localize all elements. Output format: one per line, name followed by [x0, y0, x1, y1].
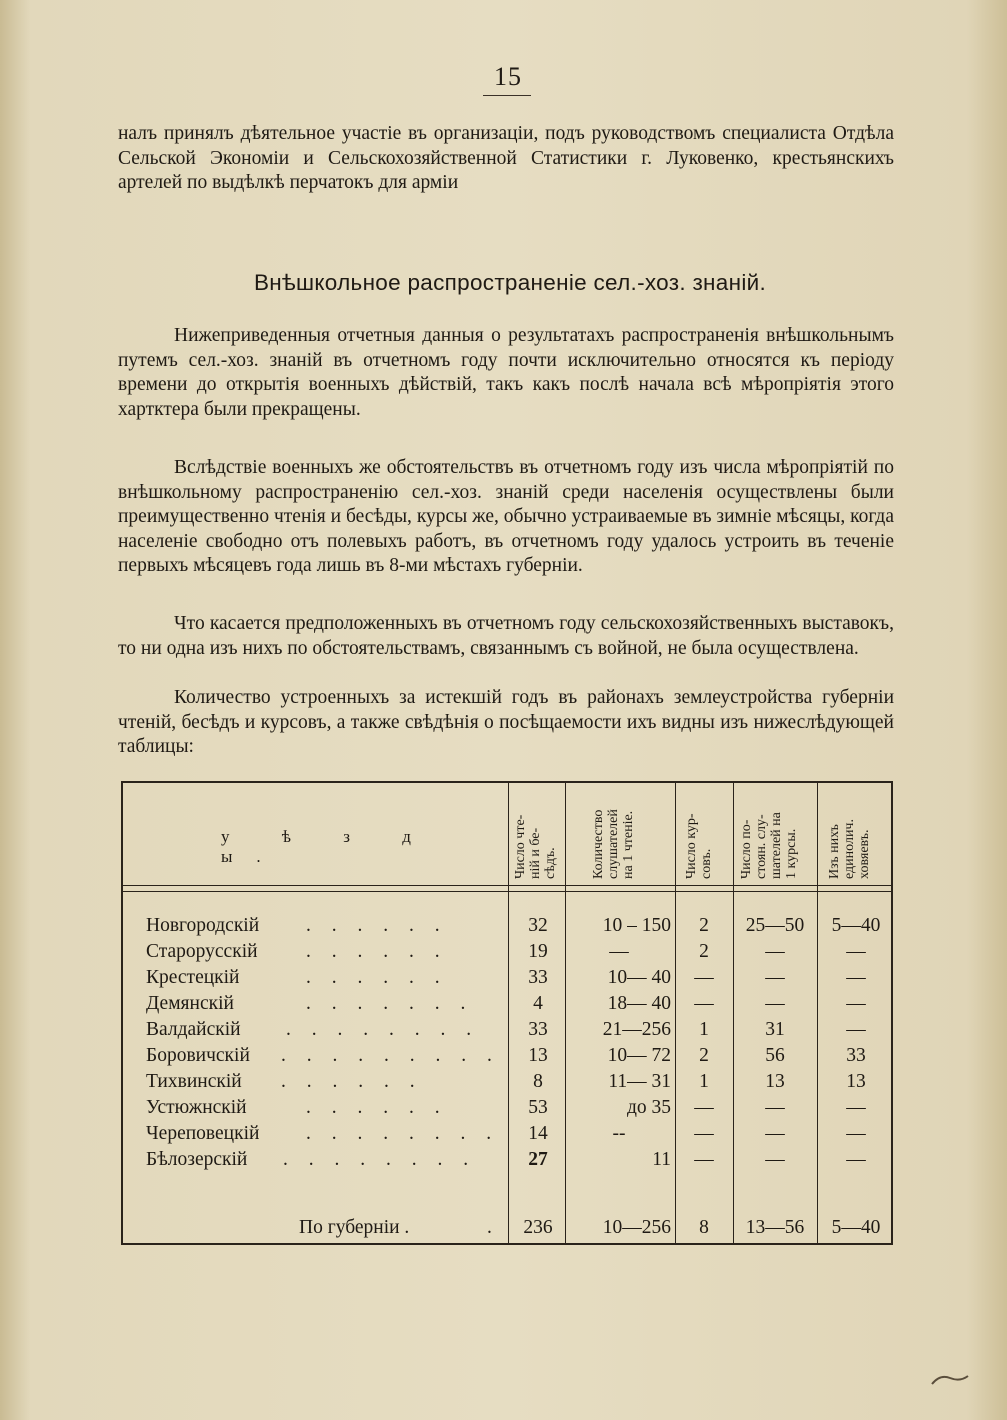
- row-uezd: Крестецкій: [146, 967, 240, 988]
- total-kursov: 8: [699, 1217, 709, 1238]
- row-uezd: Бѣлозерскій: [146, 1149, 248, 1170]
- row-uezd: Череповецкій: [146, 1123, 260, 1144]
- table-row: [121, 1123, 893, 1149]
- cell-slushateley: 11— 31: [608, 1071, 671, 1092]
- cell-postoyan: —: [765, 1123, 785, 1144]
- leader-dots: . . . . . . . .: [283, 1149, 477, 1170]
- cell-kursov: —: [694, 1149, 714, 1170]
- cell-kursov: —: [694, 1097, 714, 1118]
- table-total-row: [121, 1217, 893, 1243]
- paragraph-3: Вслѣдствіе военныхъ же обстоятельствъ въ отчетномъ году изъ числа мѣропріятій по внѣшкольному распространенію сел.-хоз. знаній среди населенія осуществлены были преимущественно чтенія и бесѣды, курсы же, обычно устраиваемые въ зимніе мѣсяцы, когда населеніе свободно отъ полевыхъ работъ, въ отчетномъ году удалось устроить въ теченіе первыхъ мѣсяцевъ года лишь въ 8-ми мѣстахъ губерніи.: [118, 457, 894, 576]
- cell-chteniy: 19: [528, 941, 548, 962]
- cell-chteniy: 32: [528, 915, 548, 936]
- cell-edinolich: 5—40: [831, 915, 881, 936]
- cell-slushateley: 10— 40: [607, 967, 671, 988]
- header-kursov: Число кур- совъ.: [684, 813, 714, 879]
- page-number: 15: [494, 62, 522, 91]
- cell-edinolich: —: [846, 1019, 866, 1040]
- cell-kursov: 2: [699, 915, 709, 936]
- cell-kursov: 1: [699, 1019, 709, 1040]
- cell-postoyan: 25—50: [745, 915, 805, 936]
- leader-dots: . . . . . .: [306, 1097, 448, 1118]
- cell-postoyan: —: [765, 1149, 785, 1170]
- cell-postoyan: —: [765, 967, 785, 988]
- cell-chteniy: 33: [528, 967, 548, 988]
- header-slushateley: Количество слушателей на 1 чтеніе.: [591, 809, 636, 879]
- row-uezd: Демянскій: [146, 993, 234, 1014]
- cell-edinolich: —: [846, 993, 866, 1014]
- cell-postoyan: —: [765, 941, 785, 962]
- cell-postoyan: 31: [765, 1019, 785, 1040]
- cell-edinolich: —: [846, 967, 866, 988]
- cell-kursov: —: [694, 993, 714, 1014]
- page-number-rule: [483, 95, 531, 96]
- row-uezd: Валдайскій: [146, 1019, 241, 1040]
- row-uezd: Боровичскій: [146, 1045, 250, 1066]
- cell-slushateley: 11: [652, 1149, 671, 1170]
- leader-dots: . . . . . . .: [306, 993, 474, 1014]
- cell-chteniy: 13: [528, 1045, 548, 1066]
- header-uezdy: у ѣ з д ы.: [221, 827, 435, 866]
- leader-dots: . . . . . .: [306, 915, 448, 936]
- cell-slushateley: 10— 72: [607, 1045, 671, 1066]
- table-top-rule: [121, 781, 893, 783]
- table-header-rule: [121, 885, 893, 886]
- leader-dots: . . . . . . . .: [286, 1019, 480, 1040]
- total-postoyan: 13—56: [745, 1217, 805, 1238]
- leader-dots: . . . . . .: [281, 1071, 423, 1092]
- total-edinolich: 5—40: [831, 1217, 881, 1238]
- paragraph-2: Нижеприведенныя отчетныя данныя о результатахъ распространенія внѣшкольнымъ путемъ сел.-хоз. знаній въ отчетномъ году почти исключительно относятся къ періоду времени до открытія военныхъ дѣйствій, такъ какъ послѣ начала всѣ мѣропріятія этого хартктера были прекращены.: [118, 325, 894, 420]
- leader-dots: . . . . . . . .: [306, 1123, 500, 1144]
- ink-mark: [930, 1370, 970, 1388]
- cell-slushateley: 10 – 150: [602, 915, 671, 936]
- cell-postoyan: —: [765, 1097, 785, 1118]
- cell-postoyan: 56: [765, 1045, 785, 1066]
- cell-kursov: —: [694, 967, 714, 988]
- cell-kursov: 1: [699, 1071, 709, 1092]
- cell-kursov: 2: [699, 941, 709, 962]
- row-uezd: Старорусскій: [146, 941, 258, 962]
- cell-slushateley: --: [612, 1123, 626, 1144]
- cell-chteniy: 53: [528, 1097, 548, 1118]
- header-edinolich: Изъ нихъ единолич. ховяевъ.: [827, 819, 872, 879]
- table-row: [121, 941, 893, 967]
- leader-dots: . . . . . . . . .: [281, 1045, 500, 1066]
- cell-edinolich: —: [846, 941, 866, 962]
- header-chteniy: Число чте- ній и бе- сѣдъ.: [513, 814, 558, 879]
- cell-edinolich: —: [846, 1149, 866, 1170]
- cell-slushateley: —: [609, 941, 629, 962]
- table-row: [121, 993, 893, 1019]
- table-header-rule-2: [121, 891, 893, 892]
- table-row: [121, 1019, 893, 1045]
- statistics-table: [121, 781, 893, 1245]
- cell-slushateley: до 35: [626, 1097, 671, 1118]
- cell-chteniy: 27: [528, 1149, 548, 1170]
- table-row: [121, 967, 893, 993]
- cell-kursov: —: [694, 1123, 714, 1144]
- cell-slushateley: 21—256: [602, 1019, 671, 1040]
- cell-edinolich: —: [846, 1123, 866, 1144]
- table-row: [121, 915, 893, 941]
- cell-postoyan: 13: [765, 1071, 785, 1092]
- row-uezd: Тихвинскій: [146, 1071, 242, 1092]
- total-slushateley: 10—256: [602, 1217, 671, 1238]
- paragraph-1: налъ принялъ дѣятельное участіе въ организаціи, подъ руководствомъ специалиста Отдѣла Сельской Экономіи и Сельскохозяйственной Статистики г. Луковенко, крестьянскихъ артелей по выдѣлкѣ перчатокъ для арміи: [118, 123, 894, 193]
- header-postoyan-slushateley: Число по- стоян. слу- шателей на 1 курсы.: [739, 812, 799, 879]
- leader-dots: . . . . . .: [306, 967, 448, 988]
- cell-postoyan: —: [765, 993, 785, 1014]
- row-uezd: Новгородскій: [146, 915, 260, 936]
- cell-edinolich: —: [846, 1097, 866, 1118]
- table-row: [121, 1045, 893, 1071]
- cell-chteniy: 14: [528, 1123, 548, 1144]
- cell-chteniy: 4: [533, 993, 543, 1014]
- cell-kursov: 2: [699, 1045, 709, 1066]
- leader-dots: . . . . . .: [306, 941, 448, 962]
- row-uezd: Устюжнскій: [146, 1097, 247, 1118]
- leader-dots: .: [487, 1217, 492, 1238]
- section-heading: Внѣшкольное распространеніе сел.-хоз. знаній.: [253, 270, 767, 295]
- total-label: По губерніи .: [299, 1217, 410, 1238]
- cell-edinolich: 13: [846, 1071, 866, 1092]
- paragraph-4: Что касается предположенныхъ въ отчетномъ году сельскохозяйственныхъ выставокъ, то ни одна изъ нихъ по обстоятельствамъ, связаннымъ съ войной, не была осуществлена.: [118, 613, 894, 659]
- paragraph-5: Количество устроенныхъ за истекшій годъ въ районахъ землеустройства губерніи чтеній, бесѣдъ и курсовъ, а также свѣдѣнія о посѣщаемости ихъ видны изъ нижеслѣдующей таблицы:: [118, 687, 894, 757]
- table-row: [121, 1149, 893, 1175]
- table-bottom-rule: [121, 1243, 893, 1245]
- cell-edinolich: 33: [846, 1045, 866, 1066]
- table-row: [121, 1071, 893, 1097]
- cell-chteniy: 33: [528, 1019, 548, 1040]
- total-chteniy: 236: [523, 1217, 553, 1238]
- cell-chteniy: 8: [533, 1071, 543, 1092]
- table-row: [121, 1097, 893, 1123]
- cell-slushateley: 18— 40: [607, 993, 671, 1014]
